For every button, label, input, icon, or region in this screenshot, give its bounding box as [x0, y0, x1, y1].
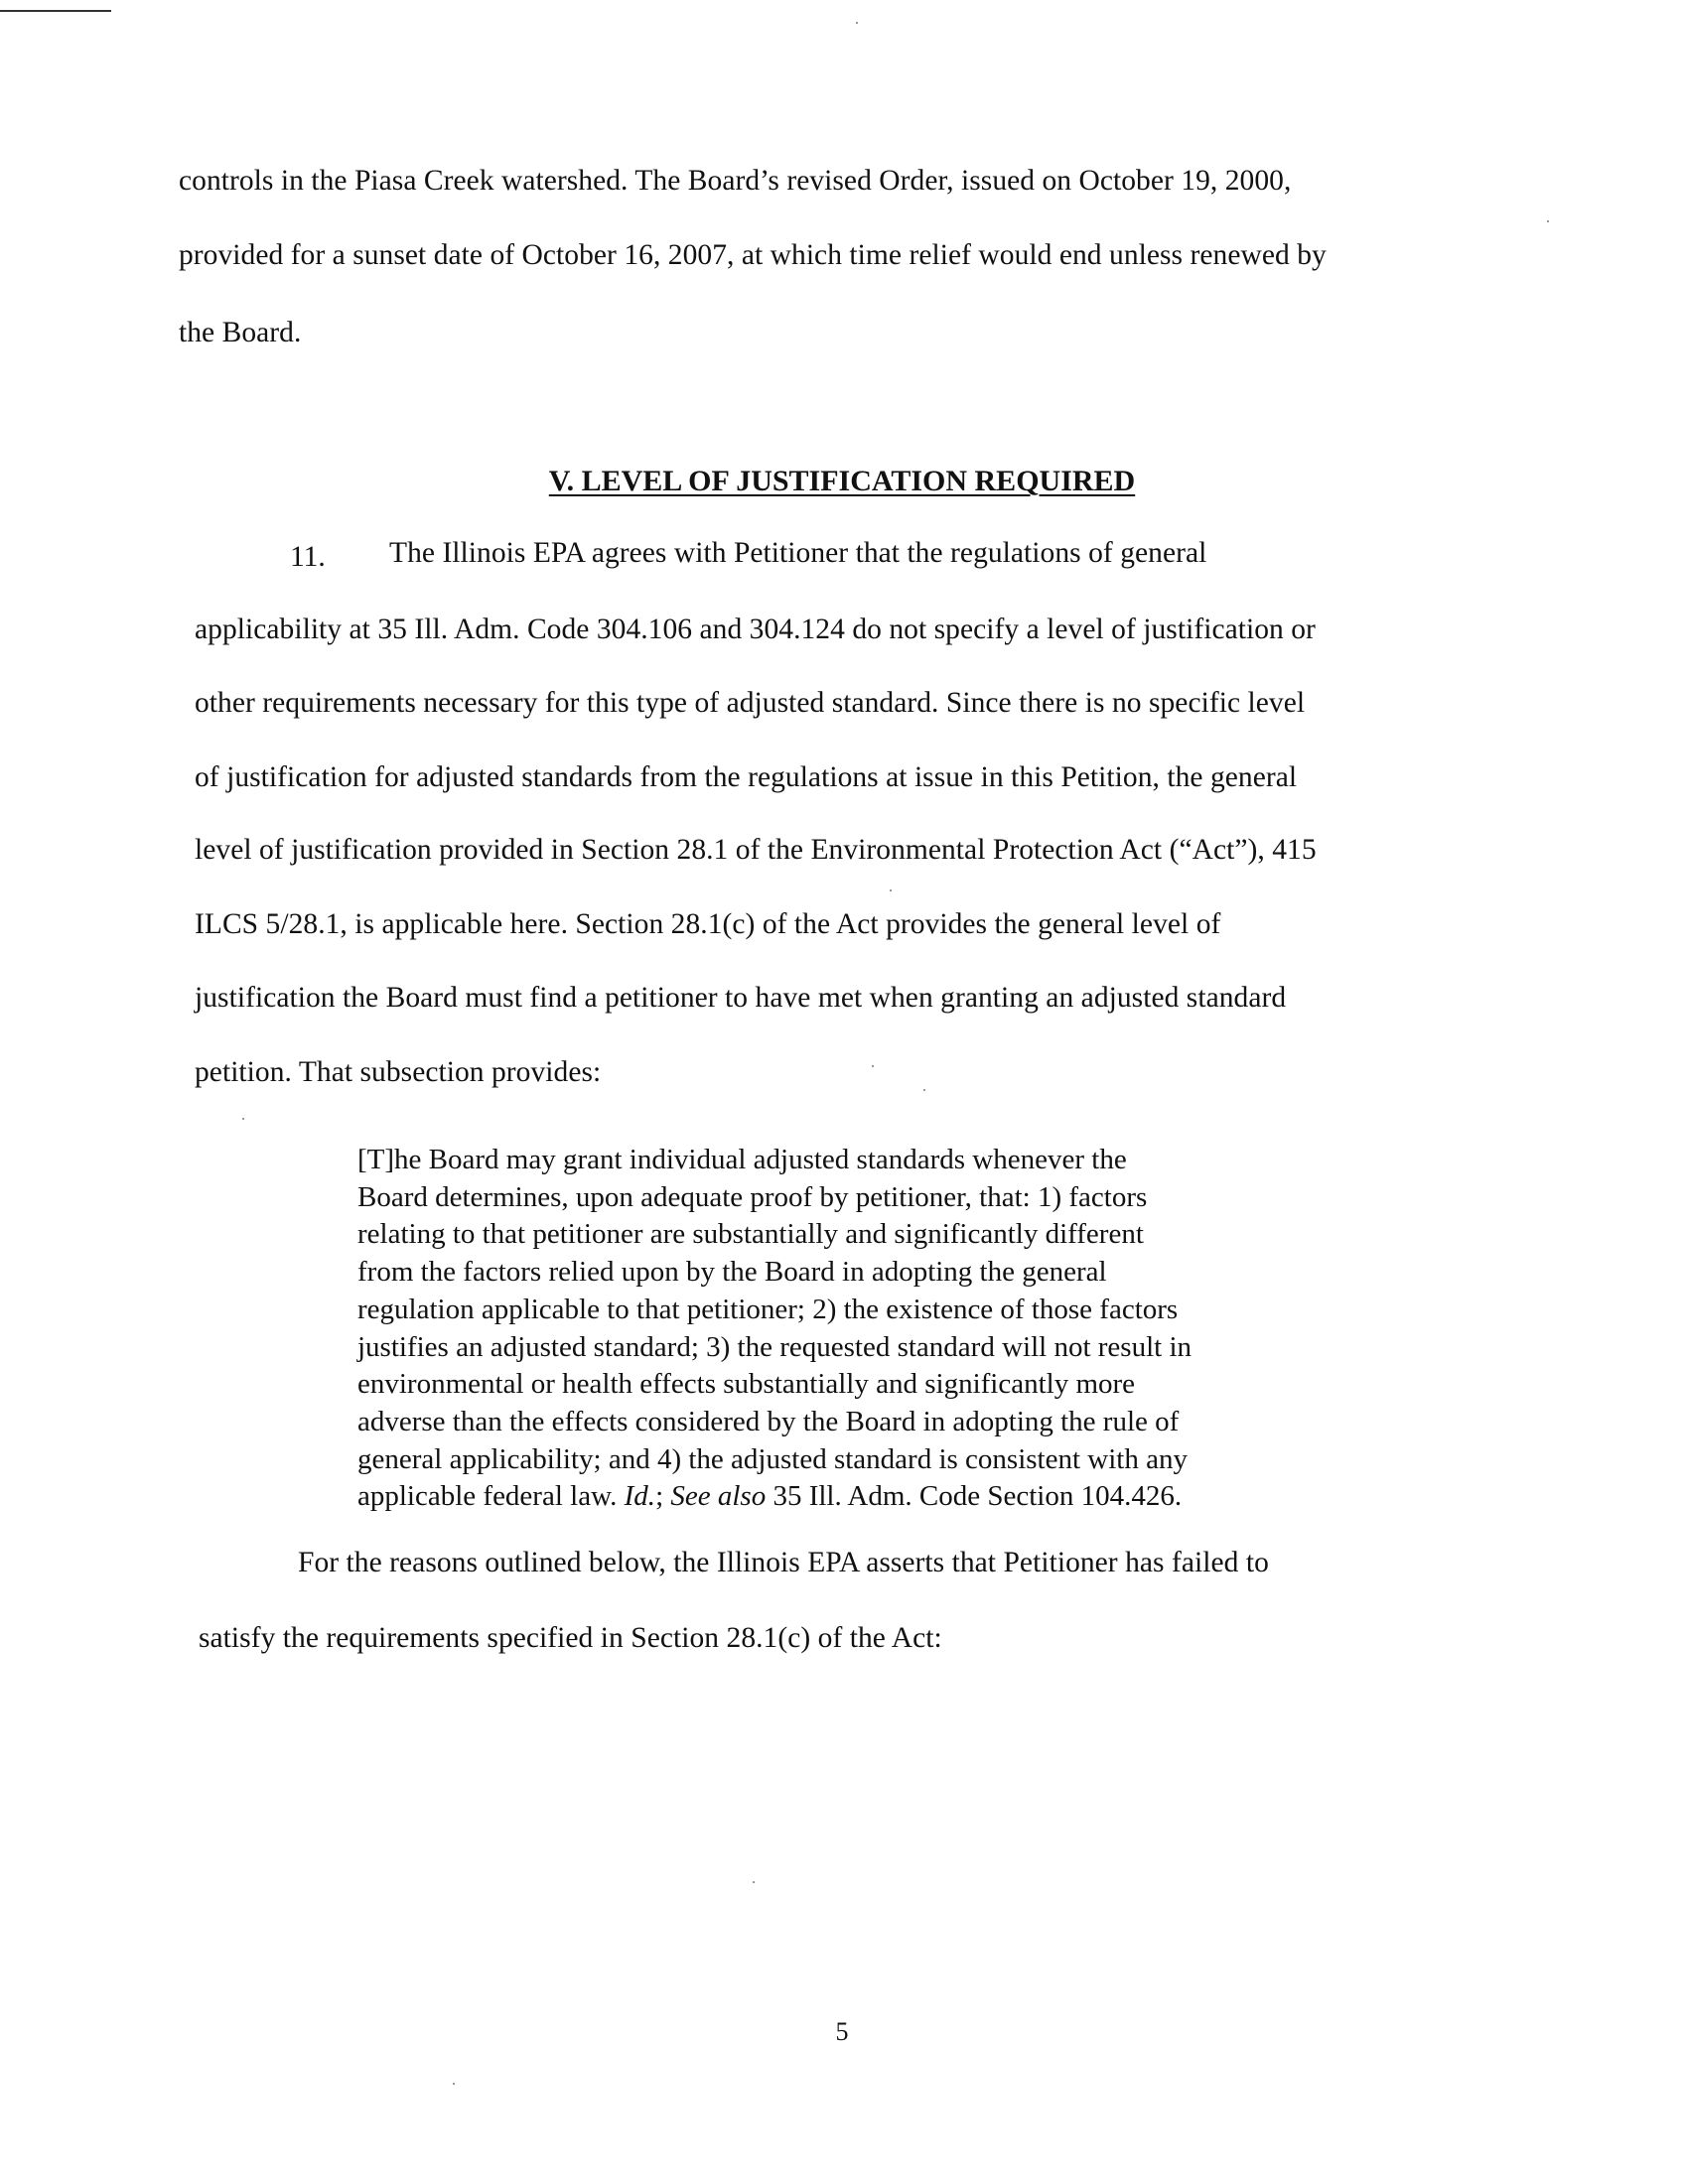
- body-text-line: other requirements necessary for this type of adjusted standard. Since there is no specific level: [195, 687, 1306, 719]
- body-text-line: the Board.: [179, 317, 302, 348]
- body-text-line: of justification for adjusted standards from the regulations at issue in this Petition, the general: [195, 761, 1298, 793]
- scan-speck: [453, 2083, 455, 2085]
- scan-speck: [872, 1065, 874, 1067]
- body-text-line: ILCS 5/28.1, is applicable here. Section 28.1(c) of the Act provides the general level of: [195, 908, 1221, 940]
- body-text-line: controls in the Piasa Creek watershed. The Board’s revised Order, issued on October 19, 2000,: [179, 165, 1292, 197]
- top-edge-rule: [0, 10, 111, 12]
- quote-line: relating to that petitioner are substantially and significantly different: [357, 1218, 1144, 1251]
- quote-citation-line: [357, 1478, 1340, 1516]
- scan-speck: [856, 22, 858, 24]
- quote-line: regulation applicable to that petitioner; 2) the existence of those factors: [357, 1293, 1179, 1325]
- body-text-line: justification the Board must find a petitioner to have met when granting an adjusted standard: [195, 982, 1287, 1014]
- quote-line: [T]he Board may grant individual adjusted standards whenever the: [357, 1144, 1127, 1175]
- block-quote: [357, 1142, 1340, 1516]
- citation-separator: ;: [655, 1480, 671, 1513]
- scan-speck: [890, 889, 892, 891]
- citation-text: applicable federal law.: [357, 1480, 625, 1513]
- scan-speck: [1547, 220, 1549, 222]
- citation-see-also: See also: [670, 1480, 767, 1513]
- quote-line: from the factors relied upon by the Board in adopting the general: [357, 1256, 1107, 1289]
- paragraph-number: 11.: [290, 541, 326, 573]
- body-text-line: satisfy the requirements specified in Section 28.1(c) of the Act:: [199, 1622, 942, 1654]
- scan-speck: [923, 1089, 925, 1091]
- quote-line: justifies an adjusted standard; 3) the requested standard will not result in: [357, 1330, 1192, 1363]
- quote-line: Board determines, upon adequate proof by petitioner, that: 1) factors: [357, 1180, 1148, 1213]
- body-text-line: The Illinois EPA agrees with Petitioner that the regulations of general: [389, 537, 1207, 569]
- body-text-line: applicability at 35 Ill. Adm. Code 304.106 and 304.124 do not specify a level of justification or: [195, 614, 1316, 645]
- citation-id: Id.: [624, 1480, 656, 1513]
- page-number: 5: [835, 2017, 849, 2046]
- section-heading: V. LEVEL OF JUSTIFICATION REQUIRED: [548, 465, 1136, 497]
- scan-speck: [242, 1118, 244, 1120]
- body-text-line: level of justification provided in Section 28.1 of the Environmental Protection Act (“Act”), 415: [195, 834, 1317, 866]
- quote-line: general applicability; and 4) the adjusted standard is consistent with any: [357, 1442, 1188, 1475]
- scan-speck: [753, 1881, 755, 1883]
- body-text-line: petition. That subsection provides:: [195, 1056, 602, 1088]
- body-text-line: provided for a sunset date of October 16, 2007, at which time relief would end unless renewed by: [179, 239, 1327, 271]
- body-text-line: For the reasons outlined below, the Illinois EPA asserts that Petitioner has failed to: [298, 1547, 1269, 1578]
- citation-reference: 35 Ill. Adm. Code Section 104.426.: [766, 1480, 1183, 1513]
- quote-line: environmental or health effects substantially and significantly more: [357, 1368, 1136, 1401]
- quote-line: adverse than the effects considered by the Board in adopting the rule of: [357, 1405, 1180, 1437]
